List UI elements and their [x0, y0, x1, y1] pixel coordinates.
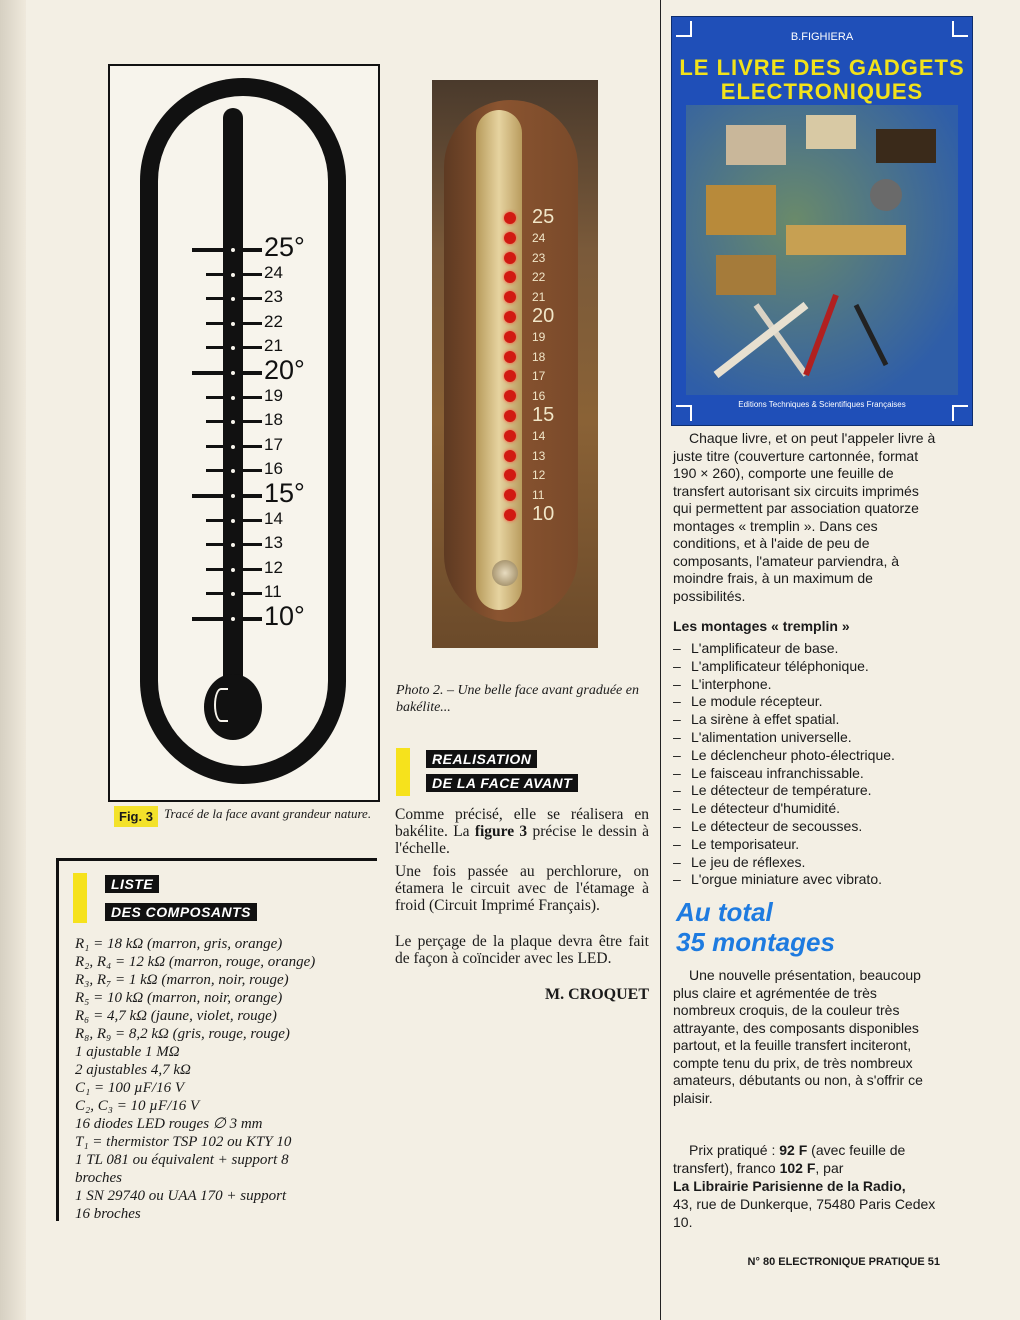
scale-tick [192, 371, 262, 375]
component-item: 1 TL 081 ou équivalent + support 8 [75, 1152, 289, 1168]
montage-item: –Le module récepteur. [673, 693, 823, 710]
montages-title: Les montages « tremplin » [673, 618, 850, 634]
photo-scale-label: 24 [532, 230, 546, 245]
realisation-heading-2: DE LA FACE AVANT [426, 774, 578, 792]
led-indicator [504, 410, 516, 422]
liste-heading-1: LISTE [105, 875, 159, 893]
photo-scale-label: 10 [532, 503, 555, 525]
montage-item: –L'amplificateur de base. [673, 640, 839, 656]
photo-scale-label: 20 [532, 305, 555, 327]
photo-2-bakelite-panel [432, 80, 598, 648]
book-author: B.FIGHIERA [790, 31, 854, 43]
scale-label: 17 [264, 434, 283, 454]
liste-heading-2: DES COMPOSANTS [105, 903, 257, 921]
scale-label: 12 [264, 557, 283, 577]
photo-scale-label: 13 [532, 448, 546, 463]
photo-2-caption: Photo 2. – Une belle face avant graduée en bakélite... [396, 683, 639, 715]
page-gutter-shadow [0, 0, 26, 1320]
photo-scale-label: 11 [532, 488, 545, 503]
component-item: R₁ = 18 kΩ (marron, gris, orange) [75, 936, 283, 952]
photo-scale-label: 22 [532, 270, 546, 285]
photo-scale-label: 12 [532, 468, 546, 483]
component-item: 1 ajustable 1 MΩ [75, 1044, 180, 1060]
component-item: R₂, R₄ = 12 kΩ (marron, rouge, orange) [75, 954, 316, 970]
led-indicator [504, 450, 516, 462]
montage-item: –La sirène à effet spatial. [673, 711, 840, 728]
component-item: R₃, R₇ = 1 kΩ (marron, noir, rouge) [75, 972, 289, 988]
scale-label: 24 [264, 262, 283, 282]
book-title-1: LE LIVRE DES GADGETS [679, 55, 965, 80]
scale-label: 13 [264, 533, 283, 553]
scale-tick [192, 617, 262, 621]
montage-item: –Le détecteur de secousses. [673, 817, 863, 834]
screw-icon [492, 560, 518, 586]
realisation-heading-1: REALISATION [426, 750, 537, 768]
shop-address: 43, rue de Dunkerque, 75480 Paris Cedex 10. [673, 1196, 936, 1230]
photo-scale-label: 21 [532, 290, 546, 305]
led-indicator [504, 311, 516, 323]
montage-item: –L'alimentation universelle. [673, 728, 852, 745]
scale-label: 22 [264, 311, 283, 331]
scale-label: 19 [264, 385, 283, 405]
book-title-2: ELECTRONIQUES [720, 79, 924, 104]
component-list [75, 935, 373, 1223]
realisation-para-1: Comme précisé, elle se réalisera en bakélite. La figure 3 précise le dessin à l'échelle. [395, 806, 649, 857]
montage-item: –Le temporisateur. [673, 835, 800, 852]
component-item: R₅ = 10 kΩ (marron, noir, orange) [75, 990, 283, 1006]
thermometer-bulb [204, 674, 262, 740]
scale-label: 15° [264, 478, 305, 508]
book-cover-photo [686, 105, 958, 395]
photo-scale-label: 25 [532, 206, 555, 228]
component-item: T₁ = thermistor TSP 102 ou KTY 10 [75, 1134, 292, 1150]
montage-item: –Le déclencheur photo-électrique. [673, 746, 895, 763]
component-item: 16 diodes LED rouges ∅ 3 mm [75, 1116, 263, 1132]
montage-item: –Le jeu de réflexes. [673, 853, 806, 870]
book-publisher: Editions Techniques & Scientifiques Françaises [738, 400, 906, 409]
photo-scale-label: 18 [532, 349, 546, 364]
total-heading-2: 35 montages [676, 927, 835, 957]
component-item: R₆ = 4,7 kΩ (jaune, violet, rouge) [75, 1008, 277, 1024]
scale-label: 23 [264, 287, 283, 307]
scale-label: 20° [264, 355, 305, 385]
component-item: C₁ = 100 µF/16 V [75, 1080, 184, 1096]
component-item: R₈, R₉ = 8,2 kΩ (gris, rouge, rouge) [75, 1026, 290, 1042]
yellow-marker [396, 748, 410, 796]
figure-tag: Fig. 3 [114, 806, 158, 827]
scale-label: 21 [264, 336, 283, 356]
led-indicator [504, 331, 516, 343]
ad-paragraph: Une nouvelle présentation, beaucoup plus claire et agrémentée de très nombreux croquis, de la couleur très attrayante, des composants disponibles partout, et la feuille transfert inciteront, compte tenu du prix, de très nombreux amateurs, débutants ou non, à s'offrir ce plaisir. [673, 967, 923, 1106]
led-indicator [504, 509, 516, 521]
montage-item: –L'orgue miniature avec vibrato. [673, 871, 882, 888]
realisation-para-3: Le perçage de la plaque devra être fait de façon à coïncider avec les LED. [395, 933, 649, 967]
led-indicator [504, 212, 516, 224]
total-heading-1: Au total [676, 897, 773, 927]
scale-label: 16 [264, 459, 283, 479]
scale-label: 14 [264, 508, 283, 528]
figure-3-thermometer [108, 64, 380, 802]
photo-scale-label: 23 [532, 250, 546, 265]
gadgets-illustration [686, 105, 958, 395]
montage-item: –L'amplificateur téléphonique. [673, 657, 869, 674]
scale-label: 18 [264, 410, 283, 430]
component-item: C₂, C₃ = 10 µF/16 V [75, 1098, 200, 1114]
led-indicator [504, 430, 516, 442]
photo-scale-label: 19 [532, 329, 546, 344]
montage-item: –Le détecteur d'humidité. [673, 800, 840, 817]
montage-item: –Le détecteur de température. [673, 782, 872, 799]
montage-item: –Le faisceau infranchissable. [673, 764, 864, 781]
scale-label: 11 [264, 582, 282, 602]
component-item: 16 broches [75, 1206, 141, 1222]
photo-scale-label: 15 [532, 404, 555, 426]
scale-label: 25° [264, 232, 305, 262]
scale-tick [192, 494, 262, 498]
photo-scale-label: 16 [532, 389, 546, 404]
yellow-marker [73, 873, 87, 923]
led-indicator [504, 232, 516, 244]
book-cover [671, 16, 973, 426]
column-divider [660, 0, 661, 1320]
shop-name: La Librairie Parisienne de la Radio, [673, 1178, 906, 1194]
component-item: 1 SN 29740 ou UAA 170 + support [75, 1188, 287, 1204]
figure-3-caption: Fig. 3 Tracé de la face avant grandeur nature. [114, 806, 376, 827]
montages-list [673, 640, 943, 889]
component-item: 2 ajustables 4,7 kΩ [75, 1062, 191, 1078]
montage-item: –L'interphone. [673, 675, 772, 692]
led-indicator [504, 351, 516, 363]
price-paragraph: Prix pratiqué : 92 F (avec feuille de transfert), franco 102 F, par [673, 1142, 906, 1176]
component-list-box [56, 858, 377, 1221]
ad-intro: Chaque livre, et on peut l'appeler livre à juste titre (couverture cartonnée, format 190 × 260), comporte une feuille de transfert autorisant six circuits imprimés qui permettent par association quatorze montages « tremplin ». Dans ces conditions, et à l'aide de peu de composants, l'amateur parviendra, à moindre frais, à un maximum de possibilités. [673, 430, 936, 604]
scale-tick [192, 248, 262, 252]
author: M. CROQUET [545, 986, 649, 1003]
photo-scale-label: 14 [532, 428, 546, 443]
scale-label: 10° [264, 601, 305, 631]
component-item: broches [75, 1170, 122, 1186]
led-indicator [504, 252, 516, 264]
realisation-para-2: Une fois passée au perchlorure, on étamera le circuit avec de l'étamage à froid (Circuit Imprimé Français). [395, 863, 649, 914]
page-footer: N° 80 ELECTRONIQUE PRATIQUE 51 [747, 1256, 940, 1268]
photo-scale-label: 17 [532, 369, 546, 384]
